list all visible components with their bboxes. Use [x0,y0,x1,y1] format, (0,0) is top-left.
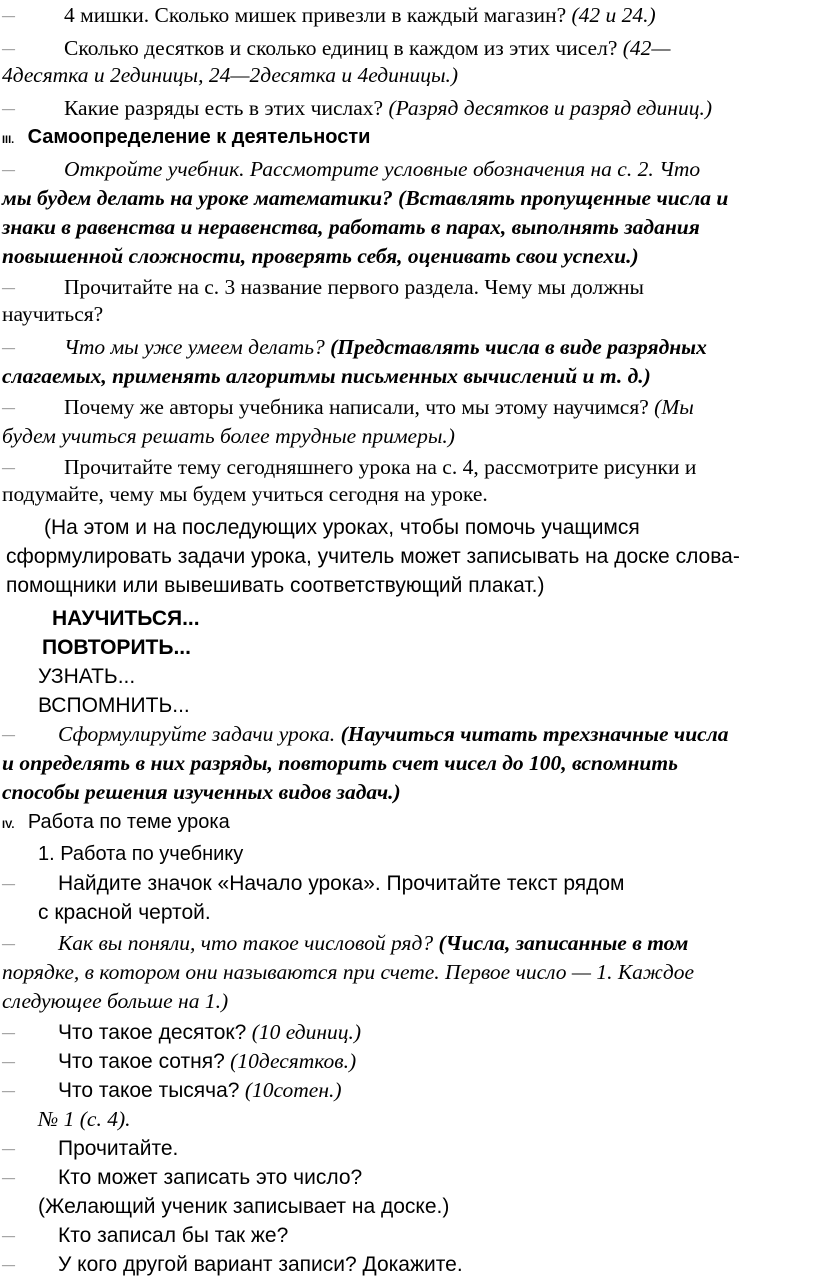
answer-continuation [2,185,816,212]
dash-bullet: — [2,876,15,891]
section-heading [2,123,816,154]
section-title: Самоопределение к деятельности [27,126,371,148]
question-text: Откройте учебник. Рассмотрите условные обозначения на с. 2. Что [64,157,701,181]
line [0,1019,816,1046]
note-text: помощники или вывешивать соответствующий плакат.) [6,574,545,597]
dash-bullet: — [2,460,15,475]
teacher-note [44,514,816,541]
dash-bullet: — [2,1054,15,1069]
dash-bullet: — [2,1228,15,1243]
question-text: Кто может записать это число? [58,1166,363,1189]
question-text: Что такое сотня? [58,1050,225,1073]
answer-continuation [2,988,816,1015]
dash-bullet: — [2,162,15,177]
question-text: подумайте, чему мы будем учиться сегодня на уроке. [2,482,488,506]
question-text: Что такое десяток? [58,1021,247,1044]
line-continuation [38,899,816,926]
note-text: (На этом и на последующих уроках, чтобы помочь учащимся [44,516,640,539]
answer-text: следующее больше на 1.) [2,989,229,1013]
line [0,721,816,748]
line [0,1251,816,1278]
answer-continuation [2,423,816,450]
dash-bullet: — [2,1257,15,1272]
question-text: У кого другой вариант записи? Докажите. [58,1253,463,1276]
line [0,1164,816,1191]
line [0,454,816,481]
question-text: научиться? [2,302,104,326]
line-continuation [2,301,816,328]
dash-bullet: — [2,400,15,415]
line [0,394,816,421]
helper-word [38,692,816,719]
dash-bullet: — [2,727,15,742]
answer-text: способы решения изученных видов задач.) [2,780,401,804]
answer-continuation [2,779,816,806]
question-text: Прочитайте. [58,1137,179,1160]
line [0,35,816,62]
helper-word-text: УЗНАТЬ... [38,665,136,688]
question-text: Какие разряды есть в этих числах? [64,96,384,120]
dash-bullet: — [2,101,15,116]
question-text: с красной чертой. [38,901,211,924]
line [0,1048,816,1075]
line-continuation [2,481,816,508]
dash-bullet: — [2,1083,15,1098]
answer-text: (10 единиц.) [251,1020,362,1044]
line [0,1135,816,1162]
question-text: Что такое тысяча? [58,1079,240,1102]
helper-word-text: ПОВТОРИТЬ... [42,636,191,659]
answer-continuation [2,750,816,777]
line [0,1077,816,1104]
answer-text: порядке, в котором они называются при счете. Первое число — 1. Каждое [2,960,695,984]
line [0,156,816,183]
answer-text: (42 и 24.) [571,3,656,27]
answer-text: будем учиться решать более трудные примеры.) [2,424,455,448]
teacher-note [6,572,816,599]
answer-continuation [2,959,816,986]
answer-continuation [2,363,816,390]
section-number: IV. [2,819,15,831]
question-text: Сколько десятков и сколько единиц в каждом из этих чисел? [64,36,618,60]
question-text: Что мы уже умеем делать? [64,335,325,359]
exercise-number [38,1106,816,1133]
question-text: Найдите значок «Начало урока». Прочитайте текст рядом [58,872,625,895]
exercise-text: № 1 (с. 4). [38,1107,131,1131]
line [0,274,816,301]
answer-text: знаки в равенства и неравенства, работать в парах, выполнять задания [2,215,700,239]
helper-word [38,663,816,690]
answer-text: мы будем делать на уроке математики? (Вставлять пропущенные числа и [2,186,729,210]
question-text: Прочитайте на с. 3 название первого раздела. Чему мы должны [64,275,645,299]
answer-text: (Числа, записанные в том [438,931,689,955]
answer-text: (Мы [654,395,694,419]
answer-text: (Научиться читать трехзначные числа [340,722,729,746]
dash-bullet: — [2,8,15,23]
question-text: Как вы поняли, что такое числовой ряд? [58,931,434,955]
dash-bullet: — [2,340,15,355]
dash-bullet: — [2,936,15,951]
teacher-note [6,543,816,570]
question-text: Прочитайте тему сегодняшнего урока на с. 4, рассмотрите рисунки и [64,455,697,479]
answer-text: (Представлять числа в виде разрядных [330,335,707,359]
dash-bullet: — [2,1170,15,1185]
note-text: (Желающий ученик записывает на доске.) [38,1195,450,1218]
answer-text: (10сотен.) [244,1078,342,1102]
question-text: Почему же авторы учебника написали, что мы этому научимся? [64,395,649,419]
dash-bullet: — [2,41,15,56]
line [0,334,816,361]
answer-text: 4десятка и 2единицы, 24—2десятка и 4единицы.) [2,63,459,87]
answer-continuation [2,214,816,241]
line [0,1222,816,1249]
subsection-text: 1. Работа по учебнику [38,843,244,865]
helper-word-text: НАУЧИТЬСЯ... [52,607,200,630]
answer-text: (42— [622,36,671,60]
line [0,95,816,122]
answer-continuation [2,62,816,89]
section-heading [2,808,816,839]
answer-text: (Разряд десятков и разряд единиц.) [388,96,712,120]
dash-bullet: — [2,1025,15,1040]
line [0,930,816,957]
helper-word [42,634,816,661]
line [0,870,816,897]
answer-text: и определять в них разряды, повторить счет чисел до 100, вспомнить [2,751,678,775]
question-text: Сформулируйте задачи урока. [58,722,336,746]
section-title: Работа по теме урока [27,811,230,833]
note-text: сформулировать задачи урока, учитель может записывать на доске слова- [6,545,740,568]
answer-continuation [2,243,816,270]
question-text: Кто записал бы так же? [58,1224,289,1247]
dash-bullet: — [2,1141,15,1156]
section-number: III. [2,134,15,146]
dash-bullet: — [2,280,15,295]
helper-word [52,605,816,632]
question-text: 4 мишки. Сколько мишек привезли в каждый магазин? [64,3,567,27]
helper-word-text: ВСПОМНИТЬ... [38,694,190,717]
answer-text: слагаемых, применять алгоритмы письменных вычислений и т. д.) [2,364,651,388]
subsection-title [38,841,816,868]
answer-text: (10десятков.) [230,1049,357,1073]
line [0,2,816,29]
answer-text: повышенной сложности, проверять себя, оценивать свои успехи.) [2,244,639,268]
